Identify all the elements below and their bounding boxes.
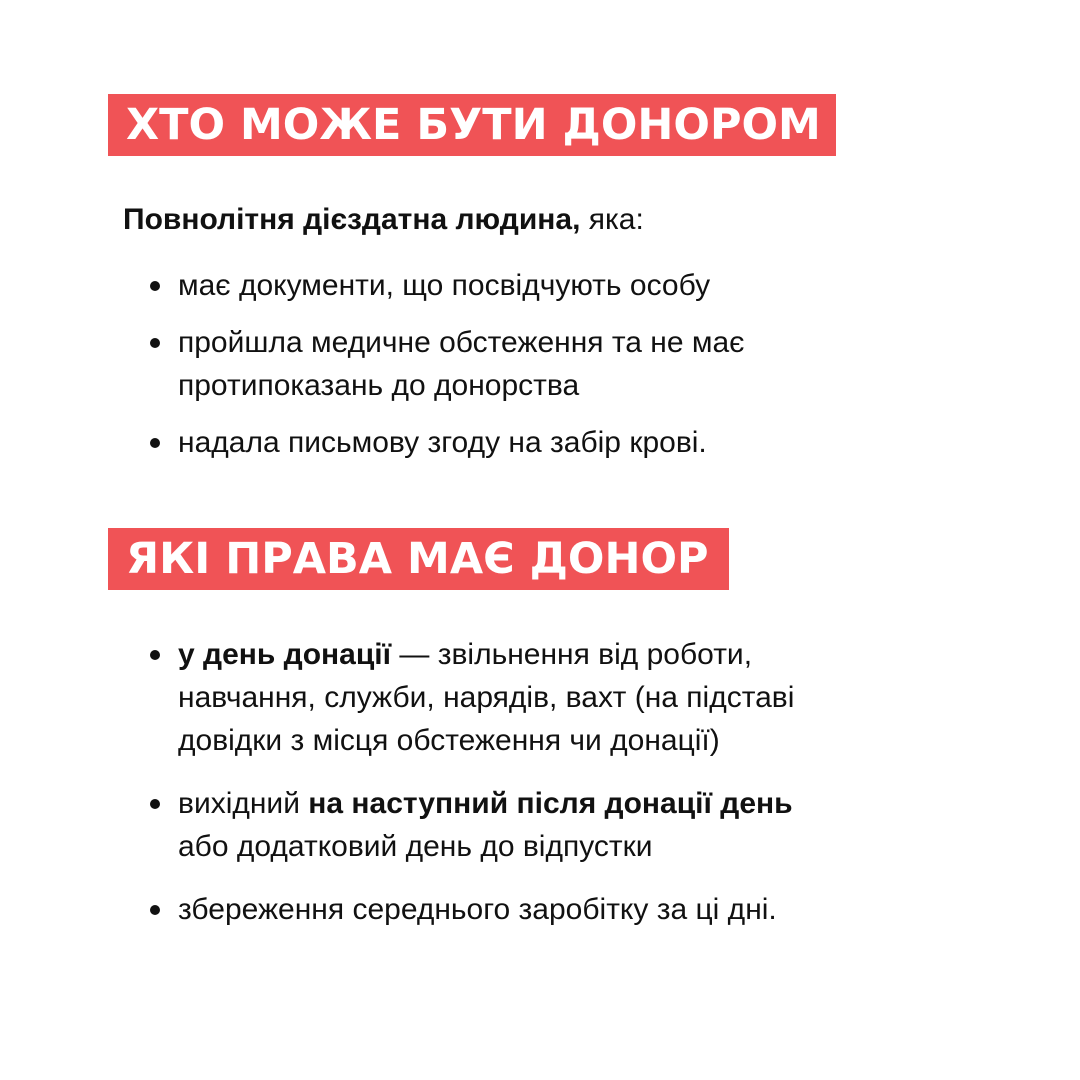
list-item-pre-text: вихідний [178, 787, 309, 820]
list-item-bold-text: у день донації [178, 638, 392, 671]
list-item-rest-text: — звільнення від роботи, [391, 638, 753, 671]
intro-bold-text: Повнолітня дієздатна людина, [123, 203, 581, 236]
bullet-icon [150, 799, 160, 809]
list-item-text [178, 633, 794, 676]
intro-text [123, 200, 644, 240]
bullet-icon [150, 338, 160, 348]
list-item-text [178, 782, 794, 825]
donor-rights-list [0, 633, 794, 951]
bullet-icon [150, 650, 160, 660]
list-item-bold-text: на наступний після донації день [308, 787, 793, 820]
list-item [0, 264, 744, 307]
list-item-text: пройшла медичне обстеження та не має [178, 326, 745, 359]
bullet-icon [150, 281, 160, 291]
list-item [0, 321, 744, 407]
list-item-text: або додатковий день до відпустки [178, 830, 653, 863]
intro-rest-text: яка: [580, 203, 644, 236]
list-item-text: надала письмову згоду на забір крові. [178, 426, 707, 459]
list-item [0, 782, 794, 868]
list-item [0, 633, 794, 762]
list-item-text: має документи, що посвідчують особу [178, 269, 711, 302]
list-item-text: збереження середнього заробітку за ці дні. [178, 893, 777, 926]
section-heading-who-can-be-donor: ХТО МОЖЕ БУТИ ДОНОРОМ [108, 94, 836, 156]
bullet-icon [150, 905, 160, 915]
bullet-icon [150, 438, 160, 448]
section-heading-donor-rights: ЯКІ ПРАВА МАЄ ДОНОР [108, 528, 729, 590]
donor-requirements-list [0, 264, 744, 478]
list-item [0, 421, 744, 464]
list-item-text: довідки з місця обстеження чи донації) [178, 724, 720, 757]
list-item-text: навчання, служби, нарядів, вахт (на підставі [178, 681, 795, 714]
list-item-text: протипоказань до донорства [178, 369, 580, 402]
list-item [0, 888, 794, 931]
